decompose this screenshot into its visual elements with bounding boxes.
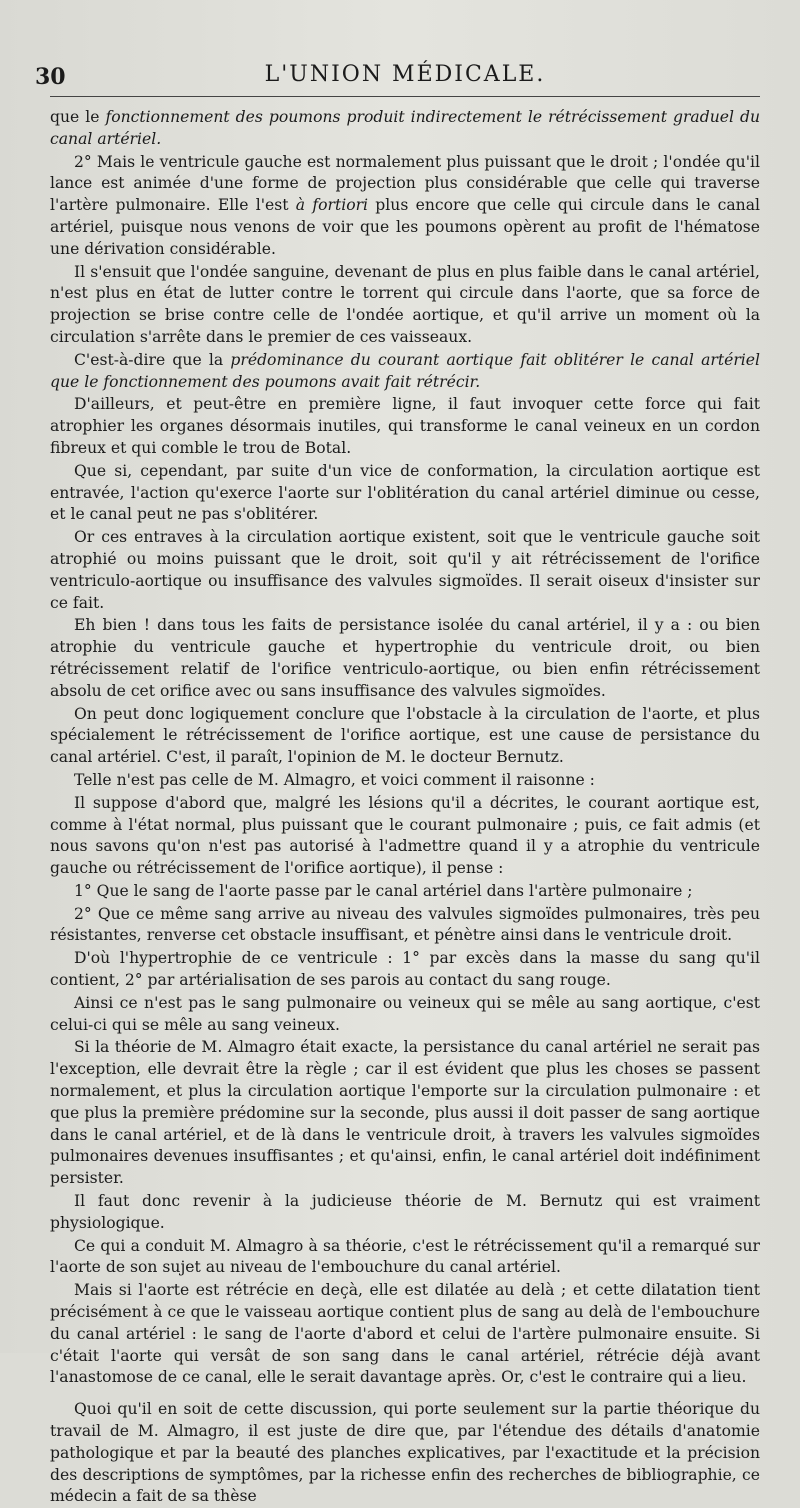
paragraph — [50, 993, 760, 1037]
text-run: Si la théorie de M. Almagro était exacte, la persistance du canal artériel ne serait pas l'exception, elle devrait être la règle ; car il est évident que plus les choses se passent normalement, et plus la circulation aortique l'emporte sur la circulation pulmonaire : et que plus la première prédomine sur la seconde, plus aussi il doit passer de sang aortique dans le canal artériel, et de là dans le ventricule droit, à travers les valvules sigmoïdes pulmonaires devenues insuffisantes ; et qu'ainsi, enfin, le canal artériel doit indéfiniment persister. — [50, 1038, 760, 1188]
paragraph — [50, 770, 760, 792]
text-run: que le — [50, 108, 106, 126]
paragraph — [50, 1399, 760, 1508]
text-run: 1° Que le sang de l'aorte passe par le canal artériel dans l'artère pulmonaire ; — [74, 881, 693, 900]
text-run: Il faut donc revenir à la judicieuse théorie de M. Bernutz qui est vraiment physiologique. — [50, 1192, 760, 1232]
text-run: Que si, cependant, par suite d'un vice de conformation, la circulation aortique est entravée, l'action qu'exerce l'aorte sur l'oblitération du canal artériel diminue ou cesse, et le canal peut ne pas s'oblitérer. — [50, 461, 760, 524]
text-run: Ainsi ce n'est pas le sang pulmonaire ou veineux qui se mêle au sang aortique, c'est celui-ci qui se mêle au sang veineux. — [50, 993, 760, 1034]
paragraph — [50, 615, 760, 702]
text-run: D'ailleurs, et peut-être en première ligne, il faut invoquer cette force qui fait atrophier les organes désormais inutiles, qui transforme le canal veineux en un cordon fibreux et qui comble le trou de Botal. — [50, 395, 760, 457]
paragraph — [50, 461, 760, 526]
text-run: Or ces entraves à la circulation aortique existent, soit que le ventricule gauche soit atrophié ou moins puissant que le droit, soit qu'il y ait rétrécissement de l'orifice ventriculo-aortique ou insuffisance des valvules sigmoïdes. Il serait oiseux d'insister sur ce fait. — [50, 528, 760, 612]
paragraph — [50, 107, 760, 151]
text-run: Ce qui a conduit M. Almagro à sa théorie, c'est le rétrécissement qu'il a remarqué sur l'aorte de son sujet au niveau de l'embouchure du canal artériel. — [50, 1236, 760, 1277]
paragraph — [50, 527, 760, 614]
text-run: Quoi qu'il en soit de cette discussion, qui porte seulement sur la partie théorique du travail de M. Almagro, il est juste de dire que, par l'étendue des détails d'anatomie pathologique et par la beauté des planches explicatives, par l'exactitude et la précision des descriptions de symptômes, par la richesse enfin des recherches de bibliographie, ce médecin a fait de sa thèse — [50, 1400, 760, 1506]
paragraph — [50, 394, 760, 459]
italic-text-run: prédominance du courant aortique fait oblitérer le canal artériel que le fonctionnement des poumons avait fait rétrécir. — [50, 350, 760, 391]
paragraph — [50, 262, 760, 349]
paragraph — [50, 1037, 760, 1190]
paragraph — [50, 1236, 760, 1280]
text-run: 2° Que ce même sang arrive au niveau des valvules sigmoïdes pulmonaires, très peu résistantes, renverse cet obstacle insuffisant, et pénètre ainsi dans le ventricule droit. — [50, 904, 760, 945]
paragraph — [50, 350, 760, 394]
paragraph — [50, 881, 760, 903]
text-run: plus encore que celle qui circule dans le canal artériel, puisque nous venons de voir que les poumons opèrent au profit de l'hématose une dérivation considérable. — [50, 196, 761, 258]
paragraph — [50, 1191, 760, 1235]
paragraph — [50, 1280, 760, 1389]
text-run: Il suppose d'abord que, malgré les lésions qu'il a décrites, le courant aortique est, comme à l'état normal, plus puissant que le courant pulmonaire ; puis, ce fait admis (et nous savons qu'on n'est pas autorisé à l'admettre quand il y a atrophie du ventricule gauche ou rétrécissement de l'orifice aortique), il pense : — [50, 793, 760, 878]
text-run: On peut donc logiquement conclure que l'obstacle à la circulation de l'aorte, et plus spécialement le rétrécissement de l'orifice aortique, est une cause de persistance du canal artériel. C'est, il paraît, l'opinion de M. le docteur Bernutz. — [50, 704, 760, 767]
running-title: L'UNION MÉDICALE. — [264, 62, 546, 87]
paragraph — [50, 948, 760, 992]
text-run: 2° Mais le ventricule gauche est normalement plus puissant que le droit ; l'ondée qu'il lance est animée d'une forme de projection plus considérable que celle qui traverse l'artère pulmonaire. Elle l'est — [50, 152, 760, 215]
paragraph — [50, 704, 760, 769]
text-run: Eh bien ! dans tous les faits de persistance isolée du canal artériel, il y a : ou bien atrophie du ventricule gauche et hypertrophie du ventricule droit, ou bien rétrécissement relatif de l'orifice ventriculo-aortique, ou bien enfin rétrécissement absolu de cet orifice avec ou sans insuffisance des valvules sigmoïdes. — [50, 616, 760, 700]
text-run: C'est-à-dire que la — [74, 350, 231, 369]
page-header — [35, 60, 760, 97]
text-run: Mais si l'aorte est rétrécie en deçà, elle est dilatée au delà ; et cette dilatation tient précisément à ce que le vaisseau aortique contient plus de sang au delà de l'embouchure du canal artériel : le sang de l'aorte d'abord et celui de l'artère pulmonaire ensuite. Si c'était l'aorte qui versât de son sang dans le canal artériel, rétrécie déjà avant l'anastomose de ce canal, elle le serait davantage après. Or, c'est le contraire qui a lieu. — [50, 1281, 760, 1387]
italic-text-run: fonctionnement des poumons produit indirectement le rétrécissement graduel du canal artériel. — [50, 108, 760, 148]
paragraph — [50, 904, 760, 948]
article-body — [50, 107, 760, 1508]
text-run: Il s'ensuit que l'ondée sanguine, devenant de plus en plus faible dans le canal artériel, n'est plus en état de lutter contre le torrent qui circule dans l'aorte, que sa force de projection se brise contre celle de l'ondée aortique, et qu'il arrive un moment où la circulation s'arrête dans le premier de ces vaisseaux. — [50, 262, 760, 346]
paragraph — [50, 152, 760, 261]
page-number: 30 — [35, 64, 66, 90]
paragraph — [50, 793, 760, 880]
italic-text-run: à fortiori — [295, 196, 369, 215]
text-run: D'où l'hypertrophie de ce ventricule : 1° par excès dans la masse du sang qu'il contient, 2° par artérialisation de ses parois au contact du sang rouge. — [50, 949, 760, 990]
text-run: Telle n'est pas celle de M. Almagro, et voici comment il raisonne : — [74, 770, 595, 789]
